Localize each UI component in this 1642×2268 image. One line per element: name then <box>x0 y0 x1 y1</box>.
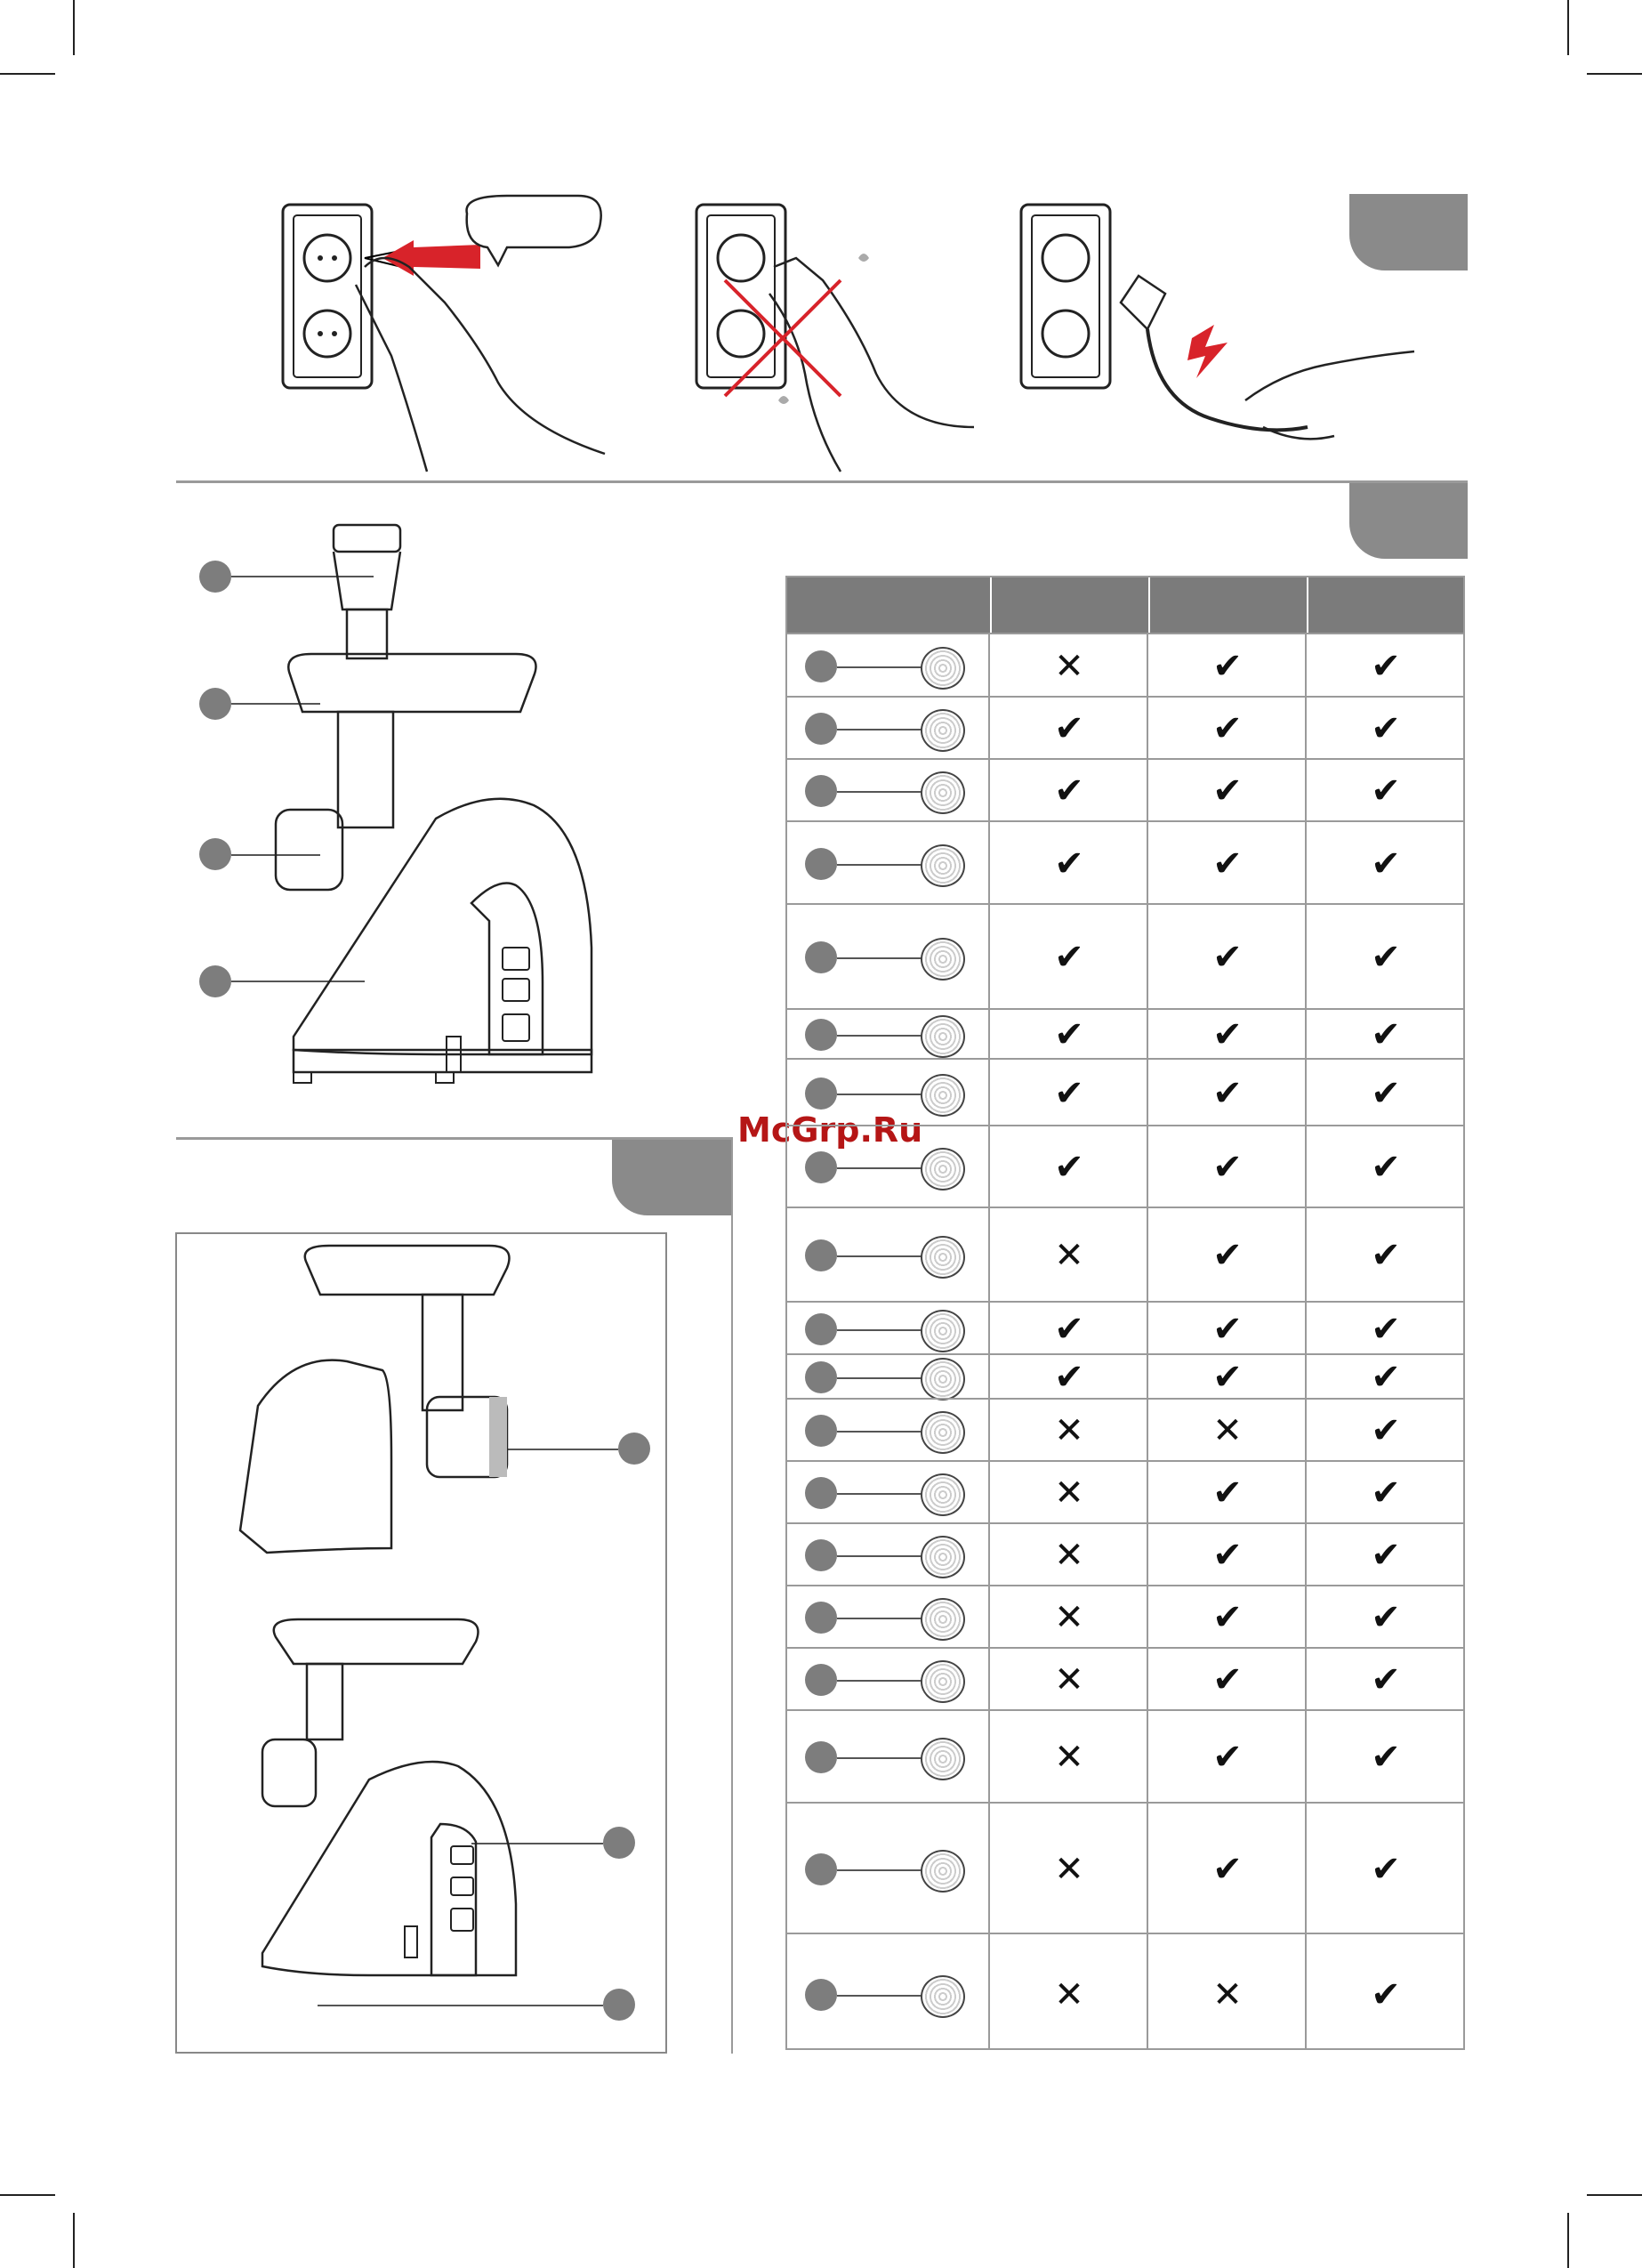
check-icon: ✔ <box>1212 1308 1243 1350</box>
callout-2 <box>199 688 231 720</box>
accessory-icon <box>921 938 965 981</box>
check-icon: ✔ <box>1212 1737 1243 1778</box>
check-icon: ✔ <box>1054 771 1084 811</box>
accessory-callout <box>805 1477 837 1509</box>
cross-icon: ✕ <box>1212 1973 1243 2015</box>
table-row <box>787 1933 1463 2053</box>
accessory-icon <box>921 1015 965 1058</box>
cross-icon: ✕ <box>1054 1737 1084 1778</box>
accessory-callout <box>805 1361 837 1393</box>
accessory-leader <box>837 1493 926 1495</box>
check-icon: ✔ <box>1212 1072 1243 1114</box>
cross-icon: ✕ <box>1054 1659 1084 1700</box>
accessory-leader <box>837 1555 926 1557</box>
accessory-icon <box>921 1358 965 1400</box>
accessory-leader <box>837 791 926 793</box>
check-icon: ✔ <box>1212 843 1243 884</box>
crop-mark <box>1567 0 1569 55</box>
accessory-leader <box>837 1167 926 1169</box>
check-icon: ✔ <box>1371 708 1401 749</box>
cross-icon: ✕ <box>1054 1473 1084 1513</box>
accessory-leader <box>837 729 926 730</box>
callout-4 <box>199 965 231 997</box>
check-icon: ✔ <box>1371 1357 1401 1398</box>
section-tab <box>1349 482 1468 559</box>
crop-mark <box>1567 2213 1569 2268</box>
callout-1 <box>199 561 231 593</box>
check-icon: ✔ <box>1212 1235 1243 1276</box>
accessory-icon <box>921 647 965 690</box>
cross-icon: ✕ <box>1054 1973 1084 2015</box>
table-row <box>787 820 1463 903</box>
check-icon: ✔ <box>1371 645 1401 687</box>
table-row <box>787 1301 1463 1353</box>
check-icon: ✔ <box>1371 1147 1401 1188</box>
table-row <box>787 1802 1463 1933</box>
check-icon: ✔ <box>1212 645 1243 687</box>
check-icon: ✔ <box>1212 937 1243 978</box>
crop-mark <box>0 2194 55 2196</box>
accessory-icon <box>921 1236 965 1279</box>
table-row <box>787 1008 1463 1058</box>
cord-pull-illustration <box>1014 196 1423 480</box>
check-icon: ✔ <box>1371 1308 1401 1350</box>
accessory-callout <box>805 775 837 807</box>
check-icon: ✔ <box>1212 1147 1243 1188</box>
accessory-icon <box>921 709 965 752</box>
crop-mark <box>0 73 55 75</box>
check-icon: ✔ <box>1054 1147 1084 1188</box>
table-row <box>787 1207 1463 1301</box>
crop-mark <box>73 2213 75 2268</box>
accessory-callout <box>805 1239 837 1271</box>
check-icon: ✔ <box>1212 1659 1243 1700</box>
cross-icon: ✕ <box>1054 1535 1084 1576</box>
outlet-correct-illustration <box>276 196 596 480</box>
cross-icon: ✕ <box>1054 1848 1084 1890</box>
accessory-icon <box>921 1660 965 1703</box>
check-icon: ✔ <box>1371 937 1401 978</box>
section-divider <box>176 1137 731 1140</box>
crop-mark <box>73 0 75 55</box>
table-row <box>787 758 1463 820</box>
accessory-icon <box>921 1310 965 1352</box>
check-icon: ✔ <box>1212 1597 1243 1638</box>
check-icon: ✔ <box>1054 843 1084 884</box>
table-row <box>787 633 1463 696</box>
check-icon: ✔ <box>1212 1848 1243 1890</box>
accessory-icon <box>921 771 965 814</box>
cross-icon: ✕ <box>1054 1597 1084 1638</box>
compatibility-table <box>785 576 1465 2050</box>
check-icon: ✔ <box>1371 1737 1401 1778</box>
cross-icon: ✕ <box>1054 1410 1084 1451</box>
callout-3 <box>199 838 231 870</box>
accessory-icon <box>921 1148 965 1190</box>
check-icon: ✔ <box>1054 1308 1084 1350</box>
accessory-callout <box>805 1602 837 1634</box>
accessory-callout <box>805 848 837 880</box>
accessory-icon <box>921 1473 965 1516</box>
cross-icon: ✕ <box>1054 645 1084 687</box>
check-icon: ✔ <box>1371 1535 1401 1576</box>
table-row <box>787 1585 1463 1647</box>
check-icon: ✔ <box>1371 1410 1401 1451</box>
section-tab <box>612 1139 731 1215</box>
check-icon: ✔ <box>1212 771 1243 811</box>
check-icon: ✔ <box>1371 1597 1401 1638</box>
accessory-leader <box>837 957 926 959</box>
accessory-icon <box>921 1850 965 1893</box>
crop-mark <box>1587 2194 1642 2196</box>
table-row <box>787 1647 1463 1709</box>
callout-assembly-switch <box>603 1989 635 2021</box>
accessory-callout <box>805 713 837 745</box>
check-icon: ✔ <box>1371 1473 1401 1513</box>
accessory-callout <box>805 1979 837 2011</box>
check-icon: ✔ <box>1054 708 1084 749</box>
header-cell-model-b <box>1148 577 1307 633</box>
check-icon: ✔ <box>1054 1014 1084 1055</box>
accessory-icon <box>921 1598 965 1641</box>
accessory-icon <box>921 1536 965 1578</box>
accessory-callout <box>805 1853 837 1885</box>
accessory-icon <box>921 1975 965 2018</box>
accessory-leader <box>837 1995 926 1997</box>
table-row <box>787 1460 1463 1522</box>
table-header <box>787 577 1463 633</box>
table-row <box>787 1522 1463 1585</box>
accessory-leader <box>837 1618 926 1619</box>
cross-icon: ✕ <box>1212 1410 1243 1451</box>
callout-assembly-panel <box>603 1827 635 1859</box>
callout-assembly-head <box>618 1433 650 1465</box>
watermark: McGrp.Ru <box>737 1110 923 1150</box>
accessory-leader <box>837 1869 926 1871</box>
check-icon: ✔ <box>1212 1473 1243 1513</box>
accessory-callout <box>805 941 837 973</box>
check-icon: ✔ <box>1212 1535 1243 1576</box>
accessory-leader <box>837 1680 926 1682</box>
check-icon: ✔ <box>1371 771 1401 811</box>
accessory-leader <box>837 1255 926 1257</box>
table-row <box>787 1125 1463 1207</box>
table-row <box>787 1353 1463 1398</box>
accessory-leader <box>837 1757 926 1759</box>
section-divider <box>176 480 1468 483</box>
accessory-callout <box>805 650 837 682</box>
header-cell-model-c <box>1307 577 1465 633</box>
check-icon: ✔ <box>1371 1659 1401 1700</box>
check-icon: ✔ <box>1371 843 1401 884</box>
accessory-leader <box>837 1094 926 1095</box>
accessory-callout <box>805 1019 837 1051</box>
check-icon: ✔ <box>1371 1973 1401 2015</box>
accessory-leader <box>837 1329 926 1331</box>
check-icon: ✔ <box>1054 1072 1084 1114</box>
accessory-leader <box>837 666 926 668</box>
header-cell-model-a <box>990 577 1148 633</box>
accessory-icon <box>921 1074 965 1117</box>
accessory-callout <box>805 1664 837 1696</box>
cross-icon: ✕ <box>1054 1235 1084 1276</box>
grinder-assembly-top-illustration <box>240 1246 543 1602</box>
accessory-callout <box>805 1313 837 1345</box>
grinder-assembly-bottom-illustration <box>254 1610 520 1984</box>
table-row <box>787 1709 1463 1802</box>
check-icon: ✔ <box>1371 1235 1401 1276</box>
outlet-wet-hands-illustration <box>689 196 983 480</box>
check-icon: ✔ <box>1212 1357 1243 1398</box>
callout-leader <box>318 2005 603 2006</box>
accessory-callout <box>805 1741 837 1773</box>
accessory-leader <box>837 864 926 866</box>
accessory-icon <box>921 1411 965 1454</box>
accessory-callout <box>805 1415 837 1447</box>
check-icon: ✔ <box>1212 1014 1243 1055</box>
accessory-callout <box>805 1078 837 1110</box>
meat-grinder-illustration <box>258 521 614 1126</box>
accessory-leader <box>837 1431 926 1433</box>
table-row <box>787 1398 1463 1460</box>
column-divider <box>731 1137 733 2054</box>
check-icon: ✔ <box>1212 708 1243 749</box>
crop-mark <box>1587 73 1642 75</box>
accessory-icon <box>921 1738 965 1780</box>
accessory-icon <box>921 844 965 887</box>
check-icon: ✔ <box>1054 1357 1084 1398</box>
table-row <box>787 696 1463 758</box>
table-row <box>787 1058 1463 1125</box>
check-icon: ✔ <box>1371 1072 1401 1114</box>
accessory-callout <box>805 1539 837 1571</box>
check-icon: ✔ <box>1371 1014 1401 1055</box>
accessory-callout <box>805 1151 837 1183</box>
table-row <box>787 903 1463 1008</box>
accessory-leader <box>837 1035 926 1037</box>
check-icon: ✔ <box>1054 937 1084 978</box>
check-icon: ✔ <box>1371 1848 1401 1890</box>
accessory-leader <box>837 1377 926 1379</box>
